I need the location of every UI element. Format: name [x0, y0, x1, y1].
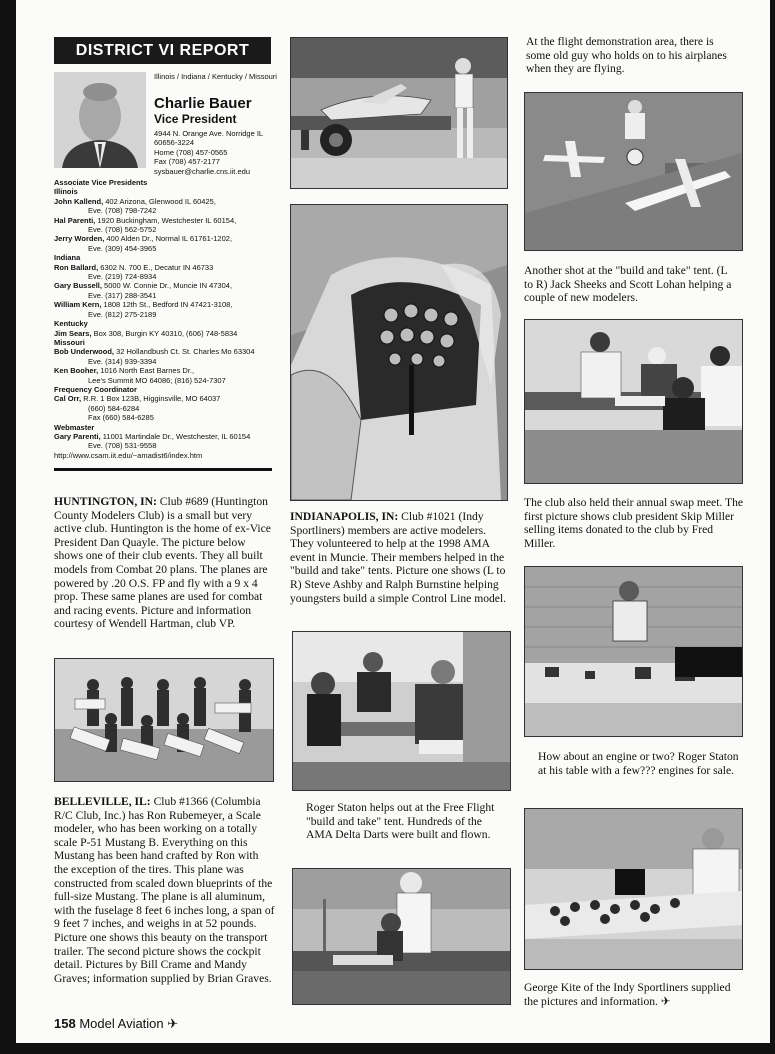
indianapolis-article: INDIANAPOLIS, IN: Club #1021 (Indy Sportliners) members are active modelers. They volunteered to help at the 1998 AMA event in Muncie. Their members helped in the "build and take" tents. Picture one shows (L to R) Steve Ashby and Ralph Burnstine helping youngsters build a simple Control Line model.	[290, 510, 507, 605]
portrait-photo	[54, 72, 146, 168]
dir-phone: Eve. (317) 288-3541	[88, 290, 157, 300]
vp-home-phone: Home (708) 457-0565	[154, 147, 228, 157]
airplane-icon: ✈	[167, 1016, 179, 1031]
dir-phone: Eve. (314) 939-3394	[88, 356, 157, 366]
dir-entry: John Kallend, 402 Arizona, Glenwood IL 60425,	[54, 196, 216, 206]
build-and-take-photo-2	[292, 868, 511, 1005]
dir-phone: Eve. (812) 275-2189	[88, 309, 157, 319]
section-divider	[54, 468, 272, 471]
dir-kentucky: Kentucky	[54, 319, 88, 329]
page-footer	[54, 1016, 178, 1032]
dir-entry: Ken Booher, 1016 North East Barnes Dr.,	[54, 366, 195, 376]
dir-fax: Fax (660) 584-6285	[88, 413, 154, 423]
dir-webmaster: Webmaster	[54, 422, 95, 432]
swap-meet-photo	[524, 566, 743, 737]
dir-missouri: Missouri	[54, 337, 85, 347]
vp-contact	[154, 129, 263, 176]
build-and-take-photo-1	[292, 631, 511, 791]
dir-entry: Hal Parenti, 1920 Buckingham, Westchester IL 60154,	[54, 215, 237, 225]
vp-name: Charlie Bauer	[154, 95, 252, 112]
huntington-club-photo	[54, 658, 274, 782]
belleville-article: BELLEVILLE, IL: Club #1366 (Columbia R/C Club, Inc.) has Ron Rubemeyer, a Scale modeler, who has been working on a totally scale P-51 Mustang B. Everything on this Mustang has been hand crafted by Ron with the exception of the tires. This plane was constructed from scaled down blueprints of the full-size Mustang. The plane is all aluminum, with the fuselage 8 feet 6 inches long, a span of 9 feet 7 inches, and weighs in at 52 pounds. Picture one shows this beauty on the transport trailer. The second picture shows the cockpit detail. Pictures by Bill Crame and Mandy Graves; information supplied by Brian Graves.	[54, 795, 275, 985]
dir-phone: Lee's Summit MO 64086; (816) 524-7307	[88, 375, 226, 385]
build-take-caption: Another shot at the "build and take" tent. (L to R) Jack Sheeks and Scott Lohan helping a couple of new modelers.	[524, 264, 732, 305]
directory	[54, 178, 294, 460]
dir-entry: Ron Ballard, 6302 N. 700 E., Decatur IN 46733	[54, 262, 214, 272]
flight-demo-photo	[524, 92, 743, 251]
dir-entry: Bob Underwood, 32 Hollandbush Ct. St. Charles Mo 63304	[54, 347, 255, 357]
dir-heading: Associate Vice Presidents	[54, 178, 148, 187]
dir-illinois: Illinois	[54, 187, 78, 197]
magazine-name: Model Aviation	[79, 1016, 164, 1031]
flight-demo-caption: At the flight demonstration area, there is some old guy who holds on to his airplanes when they are flying.	[526, 35, 727, 76]
engine-caption: How about an engine or two? Roger Staton at his table with a few??? engines for sale.	[538, 750, 739, 777]
district-banner: DISTRICT VI REPORT	[54, 37, 271, 64]
vp-title: Vice President	[154, 112, 237, 126]
staton-caption: Roger Staton helps out at the Free Flight "build and take" tent. Hundreds of the AMA Delta Darts were built and flown.	[306, 801, 495, 842]
page-number: 158	[54, 1016, 76, 1031]
dir-indiana: Indiana	[54, 253, 81, 263]
dir-phone: Eve. (309) 454-3965	[88, 243, 157, 253]
dir-entry: Gary Parenti, 11001 Martindale Dr., Westchester, IL 60154	[54, 431, 251, 441]
dir-entry: Gary Bussell, 5000 W. Connie Dr., Muncie IN 47304,	[54, 281, 233, 291]
vp-address-line1: 4944 N. Orange Ave. Norridge IL	[154, 129, 264, 138]
vp-email: sysbauer@charlie.cns.iit.edu	[154, 166, 250, 176]
vp-address-line2: 60656-3224	[154, 138, 195, 148]
vp-fax: Fax (708) 457-2177	[154, 157, 220, 167]
states-list: Illinois / Indiana / Kentucky / Missouri	[154, 72, 277, 81]
build-take-tent-photo	[524, 319, 743, 484]
dir-phone: Eve. (708) 531-9558	[88, 441, 157, 451]
dir-phone: Eve. (708) 798-7242	[88, 206, 157, 216]
mustang-trailer-photo	[290, 37, 508, 189]
engine-table-photo	[524, 808, 743, 970]
dir-phone: (660) 584-6284	[88, 403, 140, 413]
dir-entry: Jerry Worden, 400 Alden Dr., Normal IL 61761-1202,	[54, 234, 233, 244]
dir-phone: Eve. (219) 724-8934	[88, 272, 157, 282]
huntington-article: HUNTINGTON, IN: Club #689 (Huntington County Modelers Club) is a small but very active club. Huntington is the home of ex-Vice President Dan Quayle. The picture below shows one of their club events. They all built models from Combat 20 plans. The planes are powered by .20 O.S. FP and fly with a 9 x 4 prop. These same planes are used for combat and racing events. Picture and information courtesy of Wendell Hartman, club VP.	[54, 495, 271, 631]
end-airplane-icon: ✈	[660, 994, 671, 1008]
magazine-page	[16, 0, 770, 1043]
swap-meet-caption: The club also held their annual swap meet. The first picture shows club president Skip Miller selling items donated to the club by Fred Miller.	[524, 496, 744, 550]
dir-url[interactable]: http://www.csam.iit.edu/~amadist6/index.htm	[54, 450, 203, 460]
dir-entry: William Kern, 1808 12th St., Bedford IN 47421-3108,	[54, 300, 233, 310]
dir-phone: Eve. (708) 562-5752	[88, 225, 157, 235]
dir-frequency: Frequency Coordinator	[54, 384, 137, 394]
kite-caption: George Kite of the Indy Sportliners supplied the pictures and information. ✈	[524, 981, 731, 1008]
dir-entry: Jim Sears, Box 308, Burgin KY 40310, (606) 748-5834	[54, 328, 238, 338]
dir-entry: Cal Orr, R.R. 1 Box 123B, Higginsville, MO 64037	[54, 394, 221, 404]
cockpit-detail-photo	[290, 204, 508, 501]
